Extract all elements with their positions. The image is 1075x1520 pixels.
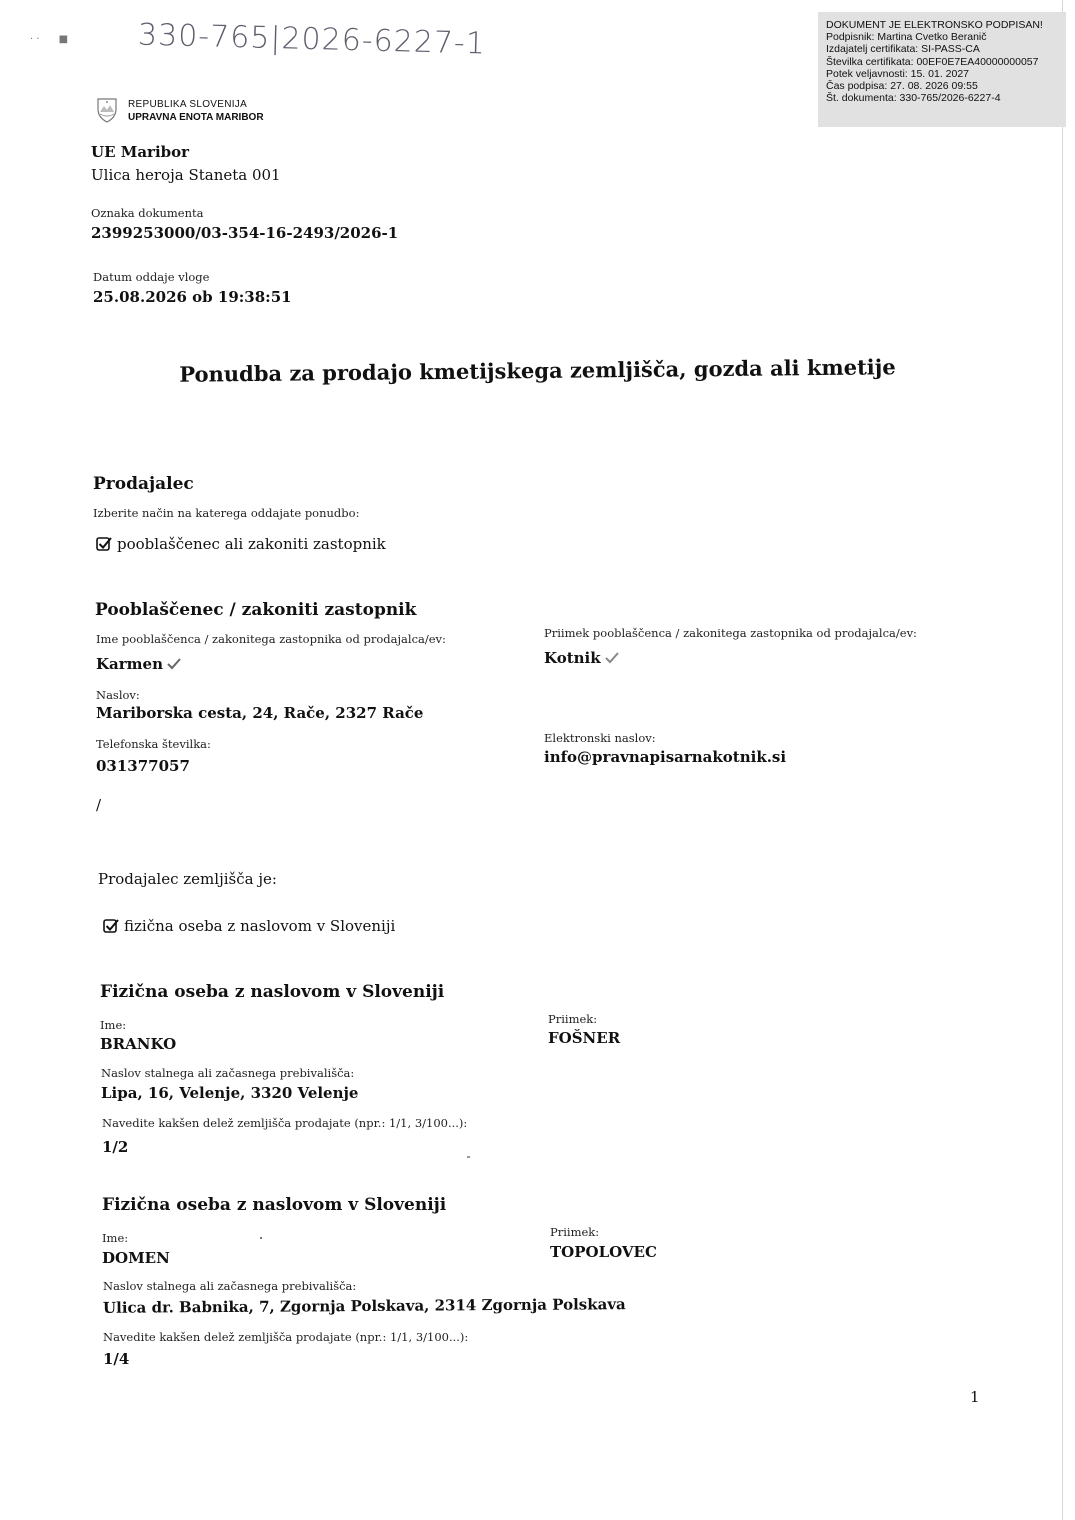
person-heading: Fizična oseba z naslovom v Sloveniji	[102, 1195, 447, 1215]
signature-line: Številka certifikata: 00EF0E7EA40000000057	[826, 55, 1039, 68]
signature-line: Št. dokumenta: 330-765/2026-6227-4	[826, 92, 1001, 105]
signature-line: Podpisnik: Martina Cvetko Beranič	[826, 31, 987, 44]
recipient-name: UE Maribor	[91, 143, 190, 161]
representative-last-name-label: Priimek pooblaščenca / zakonitega zastopnika od prodajalca/ev:	[544, 626, 917, 640]
seller-choice-option	[96, 535, 386, 553]
seller-choice-label: Izberite način na katerega oddajate ponudbo:	[93, 506, 360, 520]
person-share-label: Navedite kakšen delež zemljišča prodajate (npr.: 1/1, 3/100...):	[102, 1116, 468, 1130]
checkmark-icon	[605, 652, 619, 664]
person-address-label: Naslov stalnega ali začasnega prebivališča:	[103, 1279, 357, 1293]
seller-type-value: fizična oseba z naslovom v Sloveniji	[124, 917, 396, 935]
signature-line: Izdajatelj certifikata: SI-PASS-CA	[826, 43, 980, 56]
person-last-name-label: Priimek:	[548, 1012, 598, 1026]
person-share: 1/2	[102, 1138, 129, 1156]
office-name: UPRAVNA ENOTA MARIBOR	[128, 112, 264, 123]
coat-of-arms-icon	[96, 97, 118, 123]
person-last-name-label: Priimek:	[550, 1225, 600, 1239]
seller-type-option	[103, 917, 395, 935]
checkbox-checked-icon	[96, 536, 112, 552]
submission-date-label: Datum oddaje vloge	[93, 270, 210, 284]
signature-box	[818, 12, 1066, 127]
representative-address-label: Naslov:	[96, 688, 140, 702]
representative-last-name-value: Kotnik	[544, 649, 601, 667]
signature-line: DOKUMENT JE ELEKTRONSKO PODPISAN!	[826, 19, 1043, 31]
scan-speck	[260, 1237, 262, 1239]
scan-specks: · · ■	[30, 34, 69, 45]
representative-address: Mariborska cesta, 24, Rače, 2327 Rače	[96, 704, 424, 722]
representative-email: info@pravnapisarnakotnik.si	[544, 748, 787, 766]
seller-heading: Prodajalec	[93, 474, 194, 494]
republic-name: REPUBLIKA SLOVENIJA	[128, 99, 248, 110]
checkbox-checked-icon	[103, 918, 119, 934]
person-first-name: BRANKO	[100, 1035, 177, 1053]
scan-speck	[467, 1156, 470, 1158]
person-address: Lipa, 16, Velenje, 3320 Velenje	[101, 1084, 359, 1102]
seller-choice-value: pooblaščenec ali zakoniti zastopnik	[117, 535, 386, 553]
representative-heading: Pooblaščenec / zakoniti zastopnik	[95, 600, 417, 620]
page-title: Ponudba za prodajo kmetijskega zemljišča, gozda ali kmetije	[179, 354, 896, 387]
person-address: Ulica dr. Babnika, 7, Zgornja Polskava, 2314 Zgornja Polskava	[102, 1295, 626, 1317]
person-first-name-label: Ime:	[102, 1231, 129, 1245]
representative-slash: /	[96, 796, 102, 814]
submission-date-value: 25.08.2026 ob 19:38:51	[93, 288, 292, 306]
person-address-label: Naslov stalnega ali začasnega prebivališča:	[101, 1066, 355, 1080]
header-logo-text	[128, 98, 264, 124]
person-first-name-label: Ime:	[100, 1018, 127, 1032]
seller-type-label: Prodajalec zemljišča je:	[98, 870, 277, 888]
representative-email-label: Elektronski naslov:	[544, 731, 656, 745]
representative-first-name-label: Ime pooblaščenca / zakonitega zastopnika od prodajalca/ev:	[96, 632, 446, 646]
handwritten-number: 330-765|2026-6227-1	[137, 17, 487, 62]
recipient-address: Ulica heroja Staneta 001	[91, 166, 281, 184]
person-heading: Fizična oseba z naslovom v Sloveniji	[100, 982, 445, 1002]
signature-line: Potek veljavnosti: 15. 01. 2027	[826, 67, 970, 80]
person-share-label: Navedite kakšen delež zemljišča prodajate (npr.: 1/1, 3/100...):	[103, 1330, 469, 1344]
signature-line: Čas podpisa: 27. 08. 2026 09:55	[826, 80, 978, 93]
person-share: 1/4	[103, 1350, 130, 1368]
document-id-label: Oznaka dokumenta	[91, 206, 204, 220]
representative-last-name	[544, 649, 619, 667]
representative-phone-label: Telefonska številka:	[96, 737, 211, 751]
person-last-name: TOPOLOVEC	[550, 1243, 657, 1261]
person-last-name: FOŠNER	[548, 1029, 621, 1047]
representative-first-name	[96, 655, 181, 673]
representative-phone: 031377057	[96, 757, 190, 775]
person-first-name: DOMEN	[102, 1249, 170, 1267]
checkmark-icon	[167, 658, 181, 670]
representative-first-name-value: Karmen	[96, 655, 163, 673]
page-number: 1	[970, 1388, 980, 1406]
scan-edge	[1062, 0, 1063, 1520]
document-id-value: 2399253000/03-354-16-2493/2026-1	[91, 224, 399, 242]
